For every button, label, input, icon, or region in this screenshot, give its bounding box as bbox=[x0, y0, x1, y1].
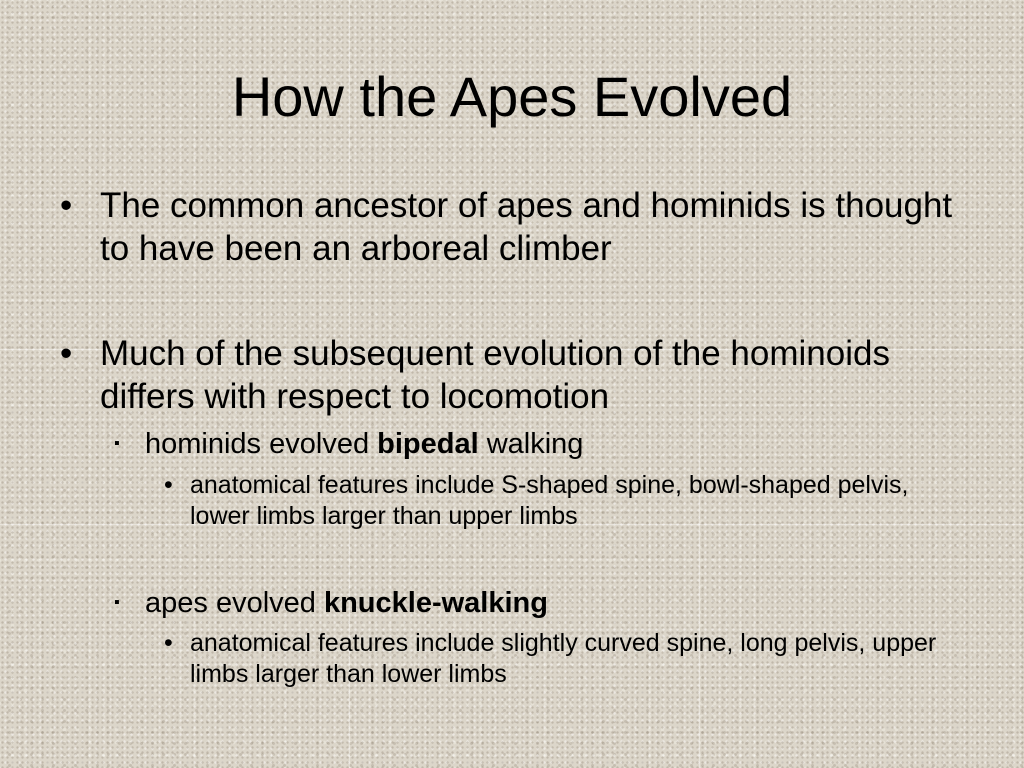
subbullet-prefix: hominids evolved bbox=[145, 428, 378, 460]
slide-title: How the Apes Evolved bbox=[231, 65, 793, 128]
bullet-marker: • bbox=[60, 334, 73, 373]
bullet-item-ancestor bbox=[60, 184, 960, 270]
square-bullet-icon: ▪ bbox=[114, 435, 120, 452]
square-bullet-icon: ▪ bbox=[114, 594, 120, 611]
subbullet-suffix: walking bbox=[478, 428, 584, 460]
detail-marker: • bbox=[164, 629, 173, 657]
subbullet-bold-term: knuckle-walking bbox=[323, 587, 548, 619]
subbullet-prefix: apes evolved bbox=[145, 587, 324, 619]
detail-text: anatomical features include slightly curved spine, long pelvis, upper limbs larger than lower limbs bbox=[190, 629, 937, 688]
subbullet-hominids bbox=[114, 427, 974, 461]
subbullet-bold-term: bipedal bbox=[377, 428, 479, 460]
subbullet-text bbox=[145, 427, 974, 461]
detail-marker: • bbox=[164, 471, 173, 499]
detail-item-apes bbox=[164, 628, 964, 690]
bullet-text: Much of the subsequent evolution of the hominoids differs with respect to locomotion bbox=[100, 334, 890, 416]
subbullet-text bbox=[145, 586, 974, 620]
detail-text: anatomical features include S-shaped spine, bowl-shaped pelvis, lower limbs larger than upper limbs bbox=[190, 471, 909, 530]
bullet-item-locomotion bbox=[60, 332, 960, 418]
subbullet-apes bbox=[114, 586, 974, 620]
bullet-marker: • bbox=[60, 186, 73, 225]
detail-item-hominids bbox=[164, 470, 964, 532]
bullet-text: The common ancestor of apes and hominids is thought to have been an arboreal climber bbox=[100, 186, 953, 268]
